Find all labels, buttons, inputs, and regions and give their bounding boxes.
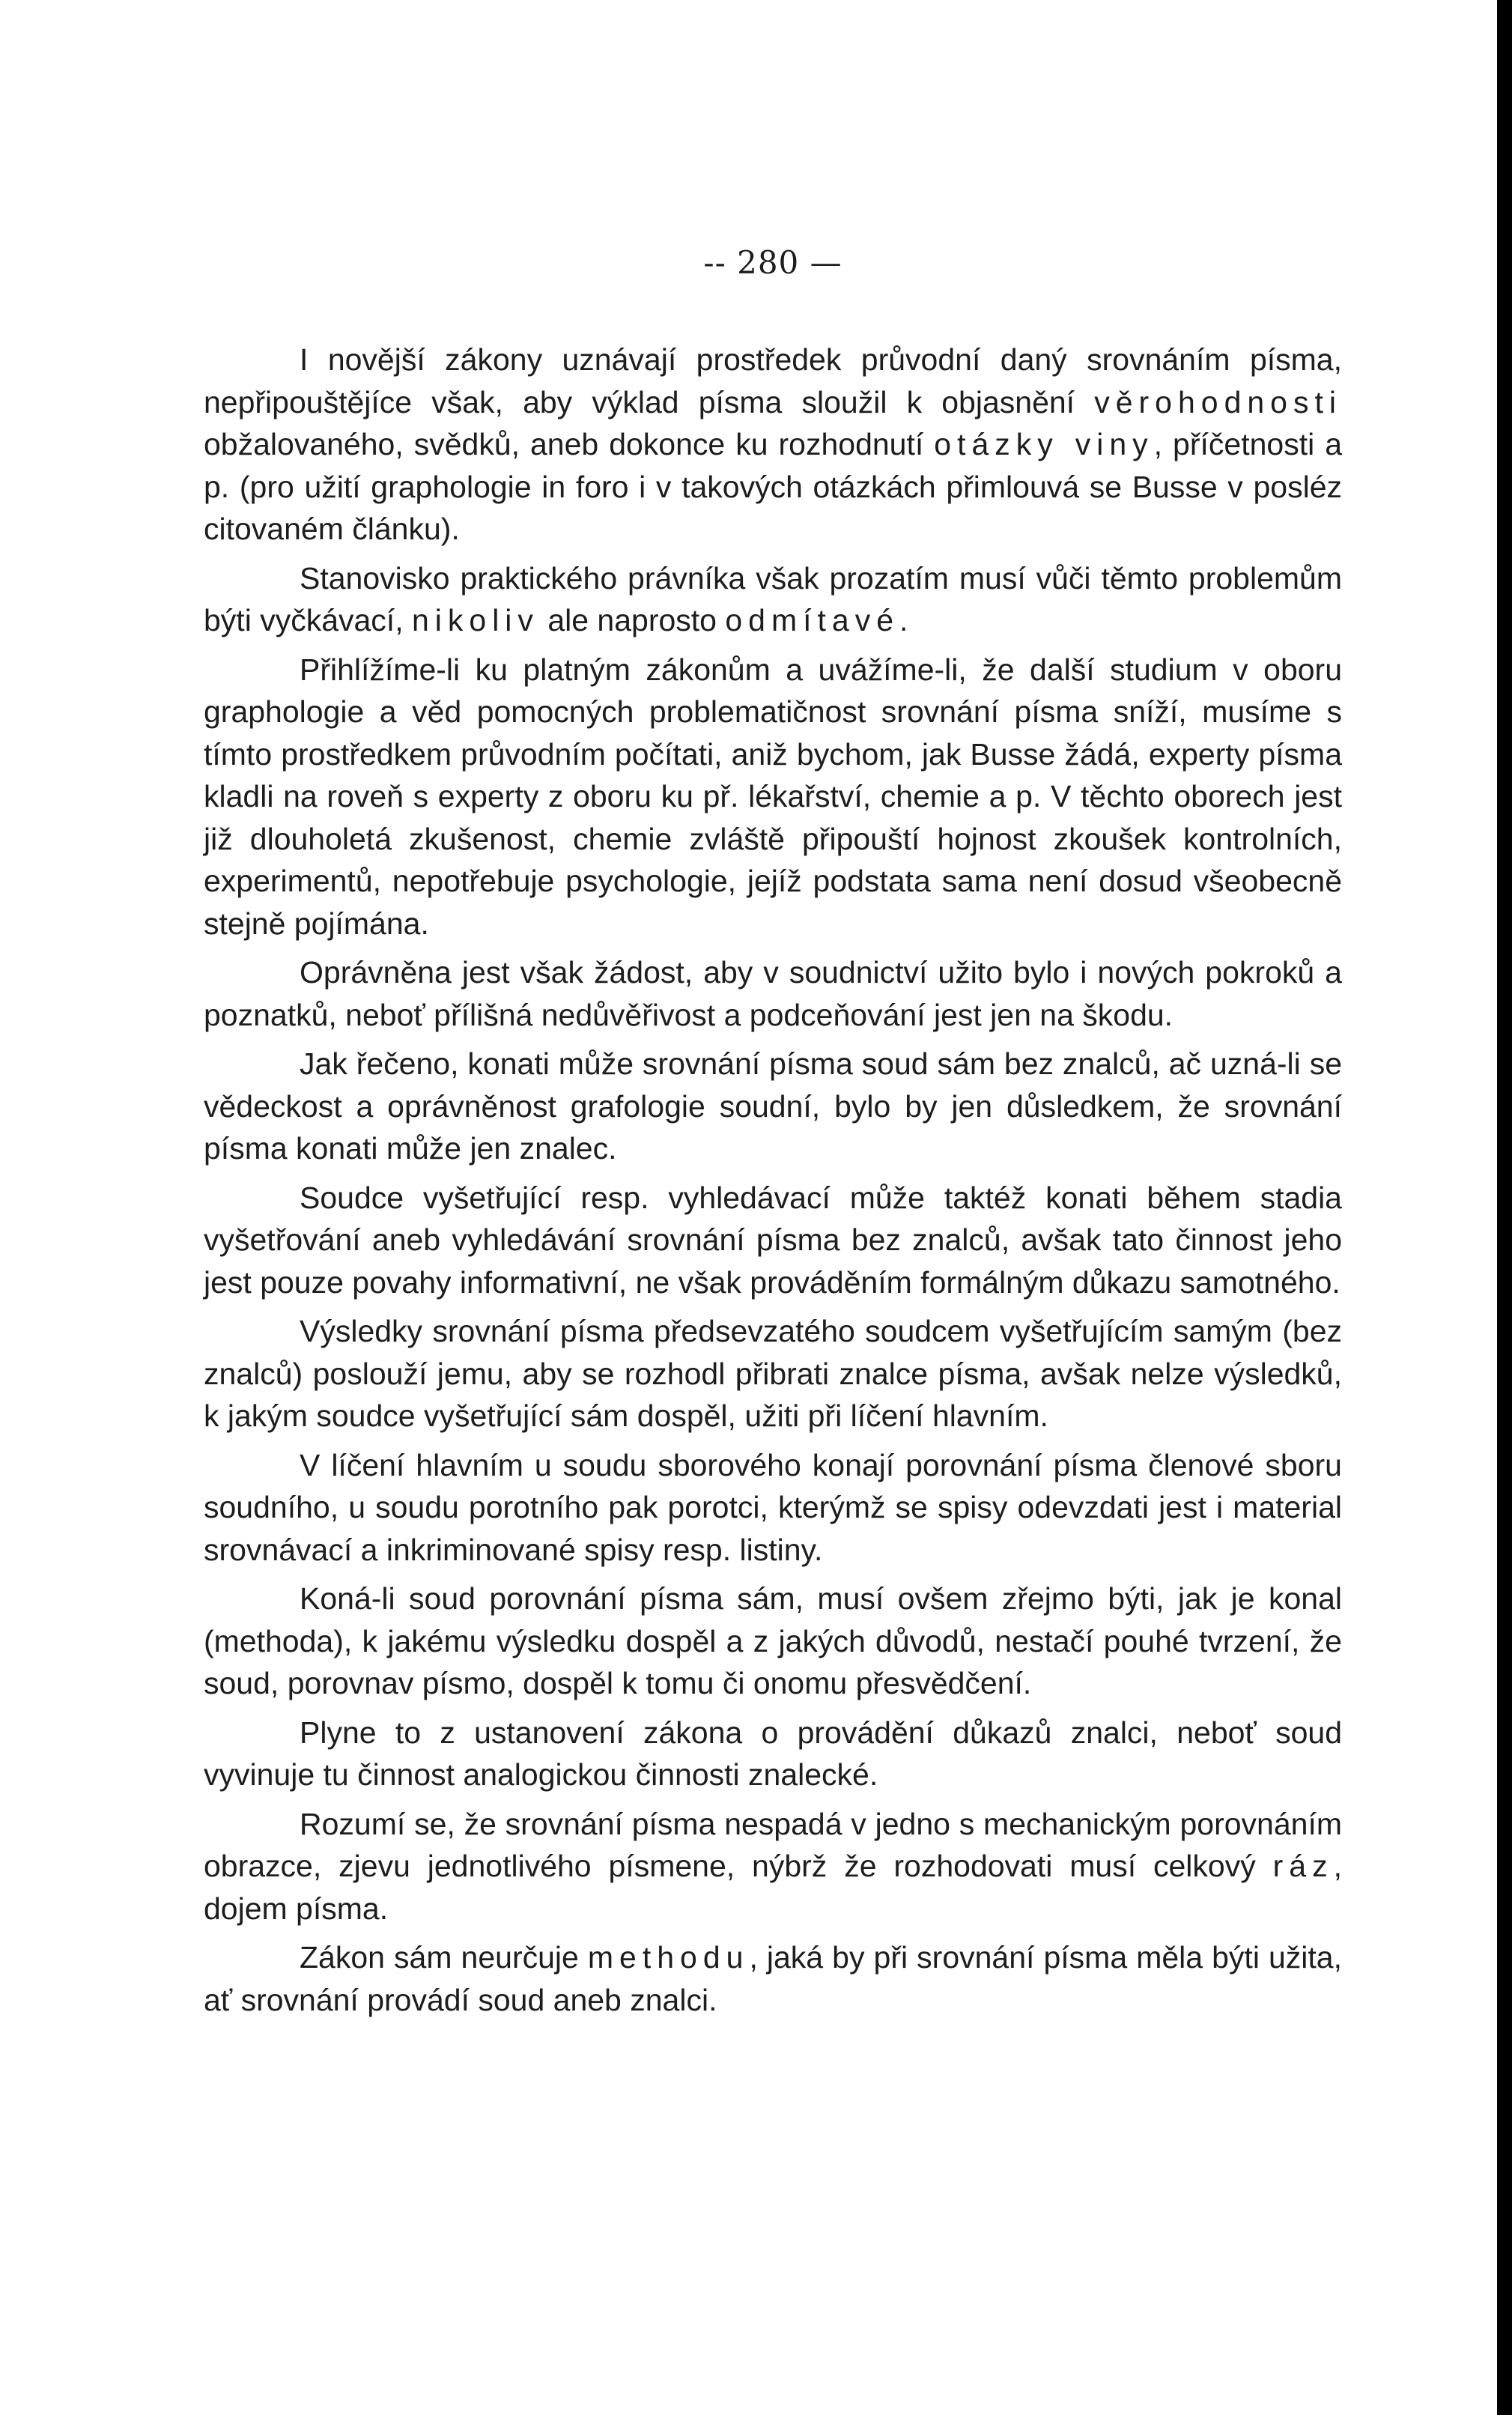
paragraph xyxy=(204,1177,1342,1304)
paragraph xyxy=(204,557,1342,642)
book-page xyxy=(204,225,1342,2028)
spaced-emphasis: methodu xyxy=(587,1940,750,1975)
text-run: , dojem písma. xyxy=(204,1849,1342,1926)
paragraph xyxy=(204,1043,1342,1170)
text-run: Koná-li soud porovnání písma sám, musí ovšem zřejmo býti, jak je konal (methoda), k jakému výsledku dospěl a z jakých důvodů, nestačí pouhé tvrzení, že soud, porovnav písmo, dospěl k tomu či onomu přesvědčení. xyxy=(204,1581,1342,1700)
page-number: -- 280 — xyxy=(703,244,842,281)
paragraph xyxy=(204,1712,1342,1796)
spaced-emphasis: nikoliv xyxy=(411,603,539,637)
spaced-emphasis: odmítavé xyxy=(725,603,900,637)
text-run: Soudce vyšetřující resp. vyhledávací může taktéž konati během stadia vyšetřování aneb vyhledávání srovnání písma bez znalců, avšak tato činnost jeho jest pouze povahy informativní, ne však prováděním formálným důkazu samotného. xyxy=(204,1180,1342,1300)
text-run: Plyne to z ustanovení zákona o provádění důkazů znalci, neboť soud vyvinuje tu činnost analogickou činnosti znalecké. xyxy=(204,1715,1342,1792)
text-run: . xyxy=(899,603,908,637)
text-run: Zákon sám neurčuje xyxy=(300,1940,588,1975)
paragraph xyxy=(204,1803,1342,1930)
text-run: V líčení hlavním u soudu sborového konají porovnání písma členové sboru soudního, u soudu porotního pak porotci, kterýmž se spisy odevzdati jest i material srovnávací a inkriminované spisy resp. listiny. xyxy=(204,1447,1342,1567)
spaced-emphasis: otázky viny xyxy=(934,427,1154,461)
text-run: Stanovisko praktického právníka však prozatím musí vůči těmto problemům býti vyčkávací, xyxy=(204,560,1342,637)
text-run: , příčetnosti a p. (pro užití graphologie in foro i v takových otázkách přimlouvá se Busse v posléz citovaném článku). xyxy=(204,427,1342,546)
spaced-emphasis: věrohodnosti xyxy=(1094,384,1342,419)
text-run: Jak řečeno, konati může srovnání písma soud sám bez znalců, ač uzná-li se vědeckost a oprávněnost grafologie soudní, bylo by jen důsledkem, že srovnání písma konati může jen znalec. xyxy=(204,1046,1342,1166)
text-run: Výsledky srovnání písma předsevzatého soudcem vyšetřujícím samým (bez znalců) poslouží jemu, aby se rozhodl přibrati znalce písma, avšak nelze výsledků, k jakým soudce vyšetřující sám dospěl, užiti při líčení hlavním. xyxy=(204,1314,1342,1433)
body-text xyxy=(204,339,1342,2021)
text-run: Rozumí se, že srovnání písma nespadá v jedno s mechanickým porovnáním obrazce, zjevu jednotlivého písmene, nýbrž že rozhodovati musí celkový xyxy=(204,1806,1342,1883)
text-run: ale naprosto xyxy=(538,603,726,637)
paragraph xyxy=(204,649,1342,945)
paragraph xyxy=(204,1578,1342,1705)
text-run: I novější zákony uznávají prostředek průvodní daný srovnáním písma, nepřipouštějíce však, aby výklad písma sloužil k objasnění xyxy=(204,342,1342,419)
paragraph xyxy=(204,1444,1342,1572)
scan-edge xyxy=(1497,0,1512,2415)
text-run: obžalovaného, svědků, aneb dokonce ku rozhodnutí xyxy=(204,427,935,461)
text-run: Oprávněna jest však žádost, aby v soudnictví užito bylo i nových pokroků a poznatků, neboť přílišná nedůvěřivost a podceňování jest jen na škodu. xyxy=(204,955,1342,1032)
paragraph xyxy=(204,951,1342,1036)
text-run: , jaká by při srovnání písma měla býti užita, ať srovnání provádí soud aneb znalci. xyxy=(204,1940,1342,2017)
text-run: Přihlížíme-li ku platným zákonům a uvážíme-li, že další studium v oboru graphologie a věd pomocných problematičnost srovnání písma sníží, musíme s tímto prostředkem průvodním počítati, aniž bychom, jak Busse žádá, experty písma kladli na roveň s experty z oboru ku př. lékařství, chemie a p. V těchto oborech jest již dlouholetá zkušenost, chemie zvláště připouští hojnost zkoušek kontrolních, experimentů, nepotřebuje psychologie, jejíž podstata sama není dosud všeobecně stejně pojímána. xyxy=(204,652,1342,941)
spaced-emphasis: ráz xyxy=(1272,1849,1334,1883)
paragraph xyxy=(204,1310,1342,1437)
paragraph xyxy=(204,1936,1342,2021)
paragraph xyxy=(204,339,1342,551)
